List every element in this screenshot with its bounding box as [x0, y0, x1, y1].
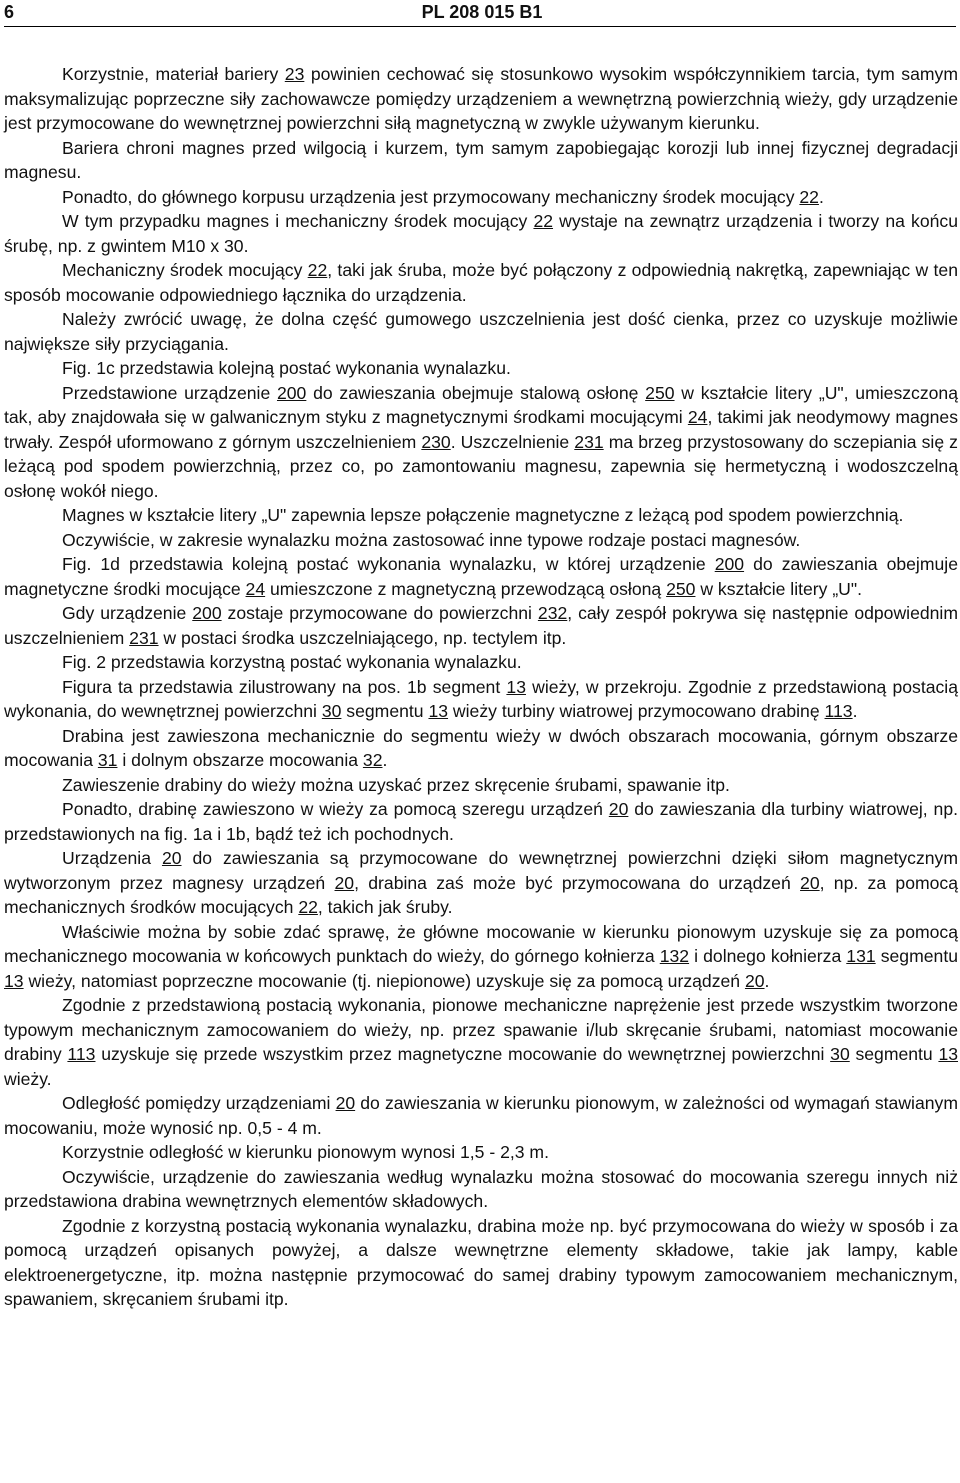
paragraph	[4, 307, 958, 356]
reference-numeral: 22	[307, 260, 328, 280]
paragraph	[4, 136, 958, 185]
paragraph	[4, 503, 958, 528]
text-run: segmentu	[875, 946, 958, 966]
text-run: .	[818, 186, 824, 207]
text-run: , drabina zaś może być przymocowana do urządzeń	[354, 872, 801, 893]
paragraph	[4, 209, 958, 258]
text-run: do zawieszania w kierunku pionowym, w zależności od wymagań stawianym mocowaniu, może wynosić np. 0,5 - 4 m.	[4, 1093, 958, 1138]
text-run: i dolnym obszarze mocowania	[117, 750, 363, 770]
text-run: W tym przypadku magnes i mechaniczny środek mocujący	[62, 211, 534, 231]
reference-numeral: 20	[161, 848, 182, 868]
paragraph	[4, 1140, 958, 1165]
document-id: PL 208 015 B1	[421, 2, 543, 22]
text-run: Urządzenia	[62, 848, 162, 868]
text-run: do zawieszania obejmuje stalową osłonę	[306, 382, 646, 403]
reference-numeral: 250	[645, 382, 675, 403]
paragraph	[4, 185, 958, 210]
paragraph	[4, 552, 958, 601]
reference-numeral: 20	[335, 1093, 356, 1113]
reference-numeral: 13	[4, 970, 24, 991]
reference-numeral: 200	[714, 554, 745, 574]
reference-numeral: 22	[799, 186, 819, 207]
text-run: do zawieszania są przymocowane do wewnętrznej powierzchni dzięki siłom magnetycznym wytworzonym przez magnesy urządzeń	[4, 848, 958, 893]
text-run: i dolnego kołnierza	[689, 946, 847, 966]
text-run: .	[852, 701, 858, 721]
text-run: Zawieszenie drabiny do wieży można uzyskać przez skręcenie śrubami, spawanie itp.	[62, 774, 730, 795]
text-run: wystaje na zewnątrz urządzenia i tworzy na końcu śrubę, np. z gwintem M10 x 30.	[4, 211, 958, 256]
reference-numeral: 232	[537, 603, 568, 623]
reference-numeral: 30	[321, 701, 342, 721]
paragraph	[4, 356, 958, 381]
text-run: Przedstawione urządzenie	[62, 382, 277, 403]
reference-numeral: 24	[687, 407, 708, 427]
text-run: , np. za pomocą mechanicznych środków mocujących	[4, 872, 959, 917]
paragraph	[4, 528, 958, 553]
reference-numeral: 132	[659, 946, 690, 966]
header-rule	[4, 26, 956, 27]
paragraph	[4, 258, 958, 307]
reference-numeral: 231	[574, 431, 604, 452]
text-run: Ponadto, drabinę zawieszono w wieży za pomocą szeregu urządzeń	[62, 799, 609, 819]
text-run: Mechaniczny środek mocujący	[62, 260, 308, 280]
reference-numeral: 113	[67, 1044, 96, 1064]
paragraph	[4, 797, 958, 846]
reference-numeral: 200	[276, 382, 307, 403]
text-run: Fig. 2 przedstawia korzystną postać wykonania wynalazku.	[62, 652, 522, 672]
reference-numeral: 13	[428, 701, 449, 721]
text-run: , taki jak śruba, może być połączony z odpowiednią nakrętką, zapewniając w ten sposób mocowanie odpowiedniego łącznika do urządzenia.	[4, 260, 958, 305]
text-run: do zawieszania dla turbiny wiatrowej, np. przedstawionych na fig. 1a i 1b, bądź też ich pochodnych.	[4, 799, 959, 844]
reference-numeral: 113	[824, 701, 853, 721]
reference-numeral: 20	[608, 799, 629, 819]
reference-numeral: 23	[284, 64, 305, 84]
reference-numeral: 13	[938, 1044, 959, 1064]
reference-numeral: 22	[533, 211, 554, 231]
paragraph	[4, 62, 958, 136]
text-run: wieży.	[4, 1068, 52, 1089]
text-run: Zgodnie z przedstawioną postacią wykonania, pionowe mechaniczne naprężenie jest przede wszystkim tworzone typowym mechanicznym zamocowaniem do wieży, np. przez spawanie i/lub skręcanie śrubami, natomiast mocowanie drabiny	[4, 995, 958, 1064]
reference-numeral: 20	[744, 970, 765, 991]
document-body	[4, 62, 958, 1312]
text-run: powinien cechować się stosunkowo wysokim współczynnikiem tarcia, tym samym maksymalizując poprzeczne siły zachowawcze pomiędzy urządzeniem a wewnętrzną powierzchnią wieży, gdy urządzenie jest przymocowane do wewnętrznej powierzchni siłą magnetyczną w zwykle używanym kierunku.	[4, 64, 958, 133]
text-run: Magnes w kształcie litery „U" zapewnia lepsze połączenie magnetyczne z leżącą pod spodem powierzchnią.	[62, 505, 904, 525]
text-run: Zgodnie z korzystną postacią wykonania wynalazku, drabina może np. być przymocowana do wieży w sposób i za pomocą urządzeń opisanych powyżej, a dalsze wewnętrzne elementy składowe, takie jak lampy, kable elektroenergetyczne, itp. można następnie przymocować do samej drabiny typowym zamocowaniem mechanicznym, spawaniem, skręcaniem śrubami itp.	[4, 1215, 958, 1309]
text-run: Fig. 1c przedstawia kolejną postać wykonania wynalazku.	[62, 358, 511, 378]
text-run: ma brzeg przystosowany do sczepiania się z leżącą pod spodem powierzchnią, przez co, po zamontowaniu magnesu, zapewnia się hermetyczną i wodoszczelną osłonę wokół niego.	[4, 431, 958, 501]
text-run: wieży, w przekroju. Zgodnie z przedstawioną postacią wykonania, do wewnętrznej powierzchni	[4, 676, 959, 721]
paragraph	[4, 675, 958, 724]
reference-numeral: 22	[298, 897, 318, 917]
text-run: , takimi jak neodymowy magnes trwały. Zespół uformowano z górnym uszczelnieniem	[4, 407, 958, 452]
text-run: . Uszczelnienie	[450, 431, 575, 452]
text-run: Bariera chroni magnes przed wilgocią i kurzem, tym samym zapobiegając korozji lub innej fizycznej degradacji magnesu.	[4, 137, 958, 182]
text-run: Korzystnie odległość w kierunku pionowym wynosi 1,5 - 2,3 m.	[62, 1142, 549, 1162]
paragraph	[4, 846, 958, 920]
reference-numeral: 231	[129, 627, 159, 648]
text-run: Gdy urządzenie	[62, 603, 193, 623]
text-run: Odległość pomiędzy urządzeniami	[62, 1093, 336, 1113]
text-run: uzyskuje się przede wszystkim przez magnetyczne mocowanie do wewnętrznej powierzchni	[95, 1044, 831, 1064]
paragraph	[4, 1165, 958, 1214]
text-run: do zawieszania obejmuje magnetyczne środki mocujące	[4, 554, 958, 599]
text-run: Ponadto, do głównego korpusu urządzenia jest przymocowany mechaniczny środek mocujący	[62, 186, 800, 207]
paragraph	[4, 650, 958, 675]
reference-numeral: 230	[421, 431, 451, 452]
text-run: Figura ta przedstawia zilustrowany na pos. 1b segment	[62, 676, 507, 697]
text-run: .	[382, 750, 388, 770]
reference-numeral: 13	[506, 676, 526, 697]
text-run: Należy zwrócić uwagę, że dolna część gumowego uszczelnienia jest dość cienka, przez co uzyskuje możliwie największe siły przyciągania.	[4, 309, 958, 354]
text-run: umieszczone z magnetyczną przewodzącą osłoną	[265, 578, 667, 599]
reference-numeral: 32	[362, 750, 383, 770]
text-run: wieży, natomiast poprzeczne mocowanie (tj. niepionowe) uzyskuje się za pomocą urządzeń	[23, 970, 745, 991]
text-run: Oczywiście, urządzenie do zawieszania według wynalazku można stosować do mocowania szeregu innych niż przedstawiona drabina wewnętrznych elementów składowych.	[4, 1166, 958, 1211]
text-run: Korzystnie, materiał bariery	[62, 64, 285, 84]
paragraph	[4, 993, 958, 1091]
text-run: w postaci środka uszczelniającego, np. tectylem itp.	[158, 627, 567, 648]
text-run: Fig. 1d przedstawia kolejną postać wykonania wynalazku, w której urządzenie	[62, 554, 715, 574]
reference-numeral: 31	[97, 750, 118, 770]
text-run: Oczywiście, w zakresie wynalazku można zastosować inne typowe rodzaje postaci magnesów.	[62, 529, 801, 550]
paragraph	[4, 601, 958, 650]
reference-numeral: 20	[800, 872, 820, 893]
text-run: , takich jak śruby.	[317, 897, 453, 917]
text-run: wieży turbiny wiatrowej przymocowano drabinę	[448, 701, 825, 721]
paragraph	[4, 1091, 958, 1140]
text-run: segmentu	[849, 1044, 939, 1064]
text-run: segmentu	[341, 701, 429, 721]
paragraph	[4, 1214, 958, 1312]
text-run: w kształcie litery „U".	[695, 578, 863, 599]
reference-numeral: 131	[846, 946, 876, 966]
reference-numeral: 24	[245, 578, 266, 599]
text-run: .	[764, 970, 770, 991]
reference-numeral: 200	[192, 603, 222, 623]
reference-numeral: 250	[666, 578, 696, 599]
paragraph	[4, 920, 958, 994]
text-run: Drabina jest zawieszona mechanicznie do segmentu wieży w dwóch obszarach mocowania, górnym obszarze mocowania	[4, 725, 958, 770]
paragraph	[4, 381, 958, 504]
paragraph	[4, 773, 958, 798]
paragraph	[4, 724, 958, 773]
page-number: 6	[4, 2, 15, 22]
text-run: , cały zespół pokrywa się następnie odpowiednim uszczelnieniem	[4, 603, 958, 648]
reference-numeral: 30	[830, 1044, 850, 1064]
reference-numeral: 20	[334, 872, 355, 893]
text-run: zostaje przymocowane do powierzchni	[221, 603, 538, 623]
text-run: w kształcie litery „U", umieszczoną tak, aby znajdowała się w galwanicznym styku z magnetycznymi środkami mocującymi	[4, 382, 958, 427]
text-run: Właściwie można by sobie zdać sprawę, że główne mocowanie w kierunku pionowym uzyskuje się za pomocą mechanicznego mocowania w końcowych punktach do wieży, do górnego kołnierza	[4, 921, 958, 966]
